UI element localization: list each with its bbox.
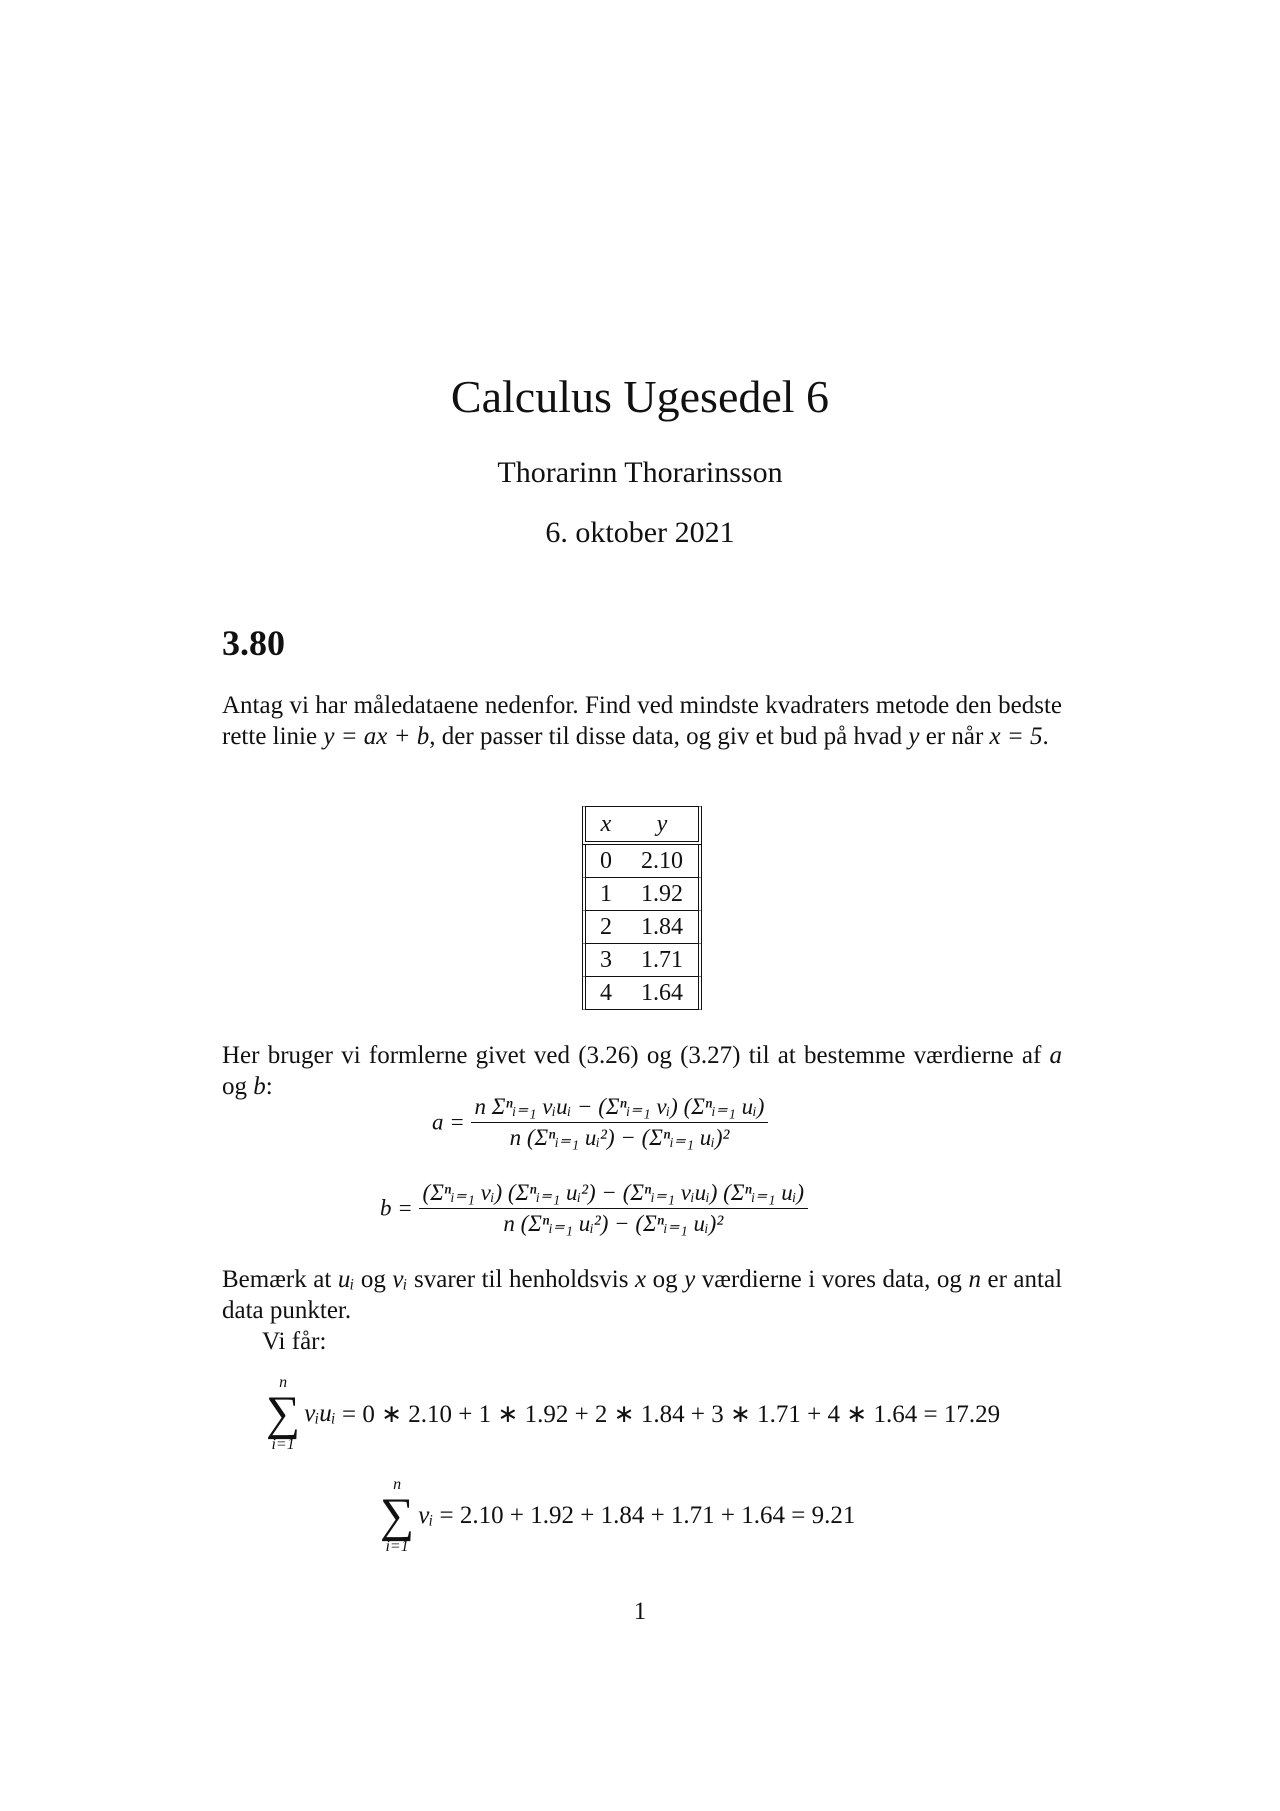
intro-text-3: er når [919,723,990,750]
remark-v: vᵢ [392,1266,408,1293]
sum-upper-limit: n [393,1476,402,1493]
remark-text-4: og [646,1266,685,1293]
table-cell: 1.92 [641,880,683,907]
intro-paragraph [222,690,1062,752]
author: Thorarinn Thorarinsson [497,456,783,489]
sum-v-equation [380,1476,855,1556]
page-title: Calculus Ugesedel 6 [450,371,830,422]
table-header-x: x [600,810,612,837]
table-cell: 3 [600,946,612,973]
sum-vu-equation [266,1374,1000,1454]
formula-a-numerator: n Σⁿᵢ₌₁ vᵢuᵢ − (Σⁿᵢ₌₁ vᵢ) (Σⁿᵢ₌₁ uᵢ) [471,1094,769,1123]
table-row [582,944,702,977]
data-table [582,806,702,1010]
formula-a-denominator: n (Σⁿᵢ₌₁ uᵢ²) − (Σⁿᵢ₌₁ uᵢ)² [509,1125,730,1150]
intro-text-4: . [1042,723,1049,750]
formula-a-lhs: a = [432,1109,465,1135]
table-cell: 1 [600,880,612,907]
vi-faar: Vi får: [262,1328,327,1355]
table-cell: 2.10 [641,847,683,874]
remark-text-2: og [354,1266,393,1293]
table-cell: 4 [600,979,612,1006]
intro-line-equation: y = ax + b [323,723,430,750]
remark-text-1: Bemærk at [222,1266,338,1293]
table-cell: 1.64 [641,979,683,1006]
sum-term: vᵢuᵢ [304,1400,336,1427]
intro-text-1: Antag vi har måledataene nedenfor. Find ved mindste kvadraters metode den bedste rette linie [222,692,1062,750]
formula-a [432,1094,768,1151]
sum-lower-limit: i=1 [385,1538,409,1555]
formula-b-denominator: n (Σⁿᵢ₌₁ uᵢ²) − (Σⁿᵢ₌₁ uᵢ)² [503,1211,724,1236]
formula-b [380,1180,808,1237]
sigma-symbol: n ∑ i=1 [380,1476,415,1555]
table-row [582,977,702,1010]
intro-text-2: , der passer til disse data, og giv et bud på hvad [429,723,909,750]
formula-a-fraction [471,1094,769,1151]
table-cell: 0 [600,847,612,874]
table-cell: 1.84 [641,913,683,940]
formula-intro-og: og [222,1073,254,1100]
table-row [582,911,702,944]
date: 6. oktober 2021 [545,516,735,549]
formula-b-fraction [419,1180,809,1237]
table-row [582,878,702,911]
formula-b-numerator: (Σⁿᵢ₌₁ vᵢ) (Σⁿᵢ₌₁ uᵢ²) − (Σⁿᵢ₌₁ vᵢuᵢ) (Σⁿᵢ₌₁ uᵢ) [419,1180,809,1209]
remark-x: x [634,1266,647,1293]
remark-paragraph [222,1264,1062,1326]
page-number: 1 [633,1598,647,1625]
sigma-symbol: n ∑ i=1 [266,1374,301,1453]
remark-text-3: svarer til henholdsvis [407,1266,635,1293]
formula-intro-a: a [1049,1042,1062,1069]
sum-lower-limit: i=1 [271,1436,295,1453]
table-header [582,806,702,845]
formula-intro-b: b [253,1073,266,1100]
formula-b-lhs: b = [380,1195,413,1221]
table-cell: 1.71 [641,946,683,973]
intro-x-equation: x = 5 [989,723,1043,750]
formula-intro-colon: : [265,1073,273,1100]
formula-intro-text: Her bruger vi formlerne givet ved (3.26) og (3.27) til at bestemme værdierne af [222,1042,1050,1069]
section-heading: 3.80 [222,623,285,663]
remark-y: y [684,1266,696,1293]
intro-y: y [908,723,920,750]
remark-n: n [968,1266,981,1293]
sum-upper-limit: n [279,1374,288,1391]
table-header-y: y [656,810,668,837]
remark-text-6: er antal data punkter. [222,1266,1063,1324]
formula-intro-paragraph [222,1040,1062,1102]
remark-u: uᵢ [337,1266,355,1293]
sum-result: = 0 ∗ 2.10 + 1 ∗ 1.92 + 2 ∗ 1.84 + 3 ∗ 1.71 + 4 ∗ 1.64 = 17.29 [341,1401,1001,1428]
table-row [582,845,702,878]
sum-term: vᵢ [418,1502,434,1529]
table-cell: 2 [600,913,612,940]
remark-text-5: værdierne i vores data, og [695,1266,969,1293]
sum-result: = 2.10 + 1.92 + 1.84 + 1.71 + 1.64 = 9.21 [439,1502,856,1529]
